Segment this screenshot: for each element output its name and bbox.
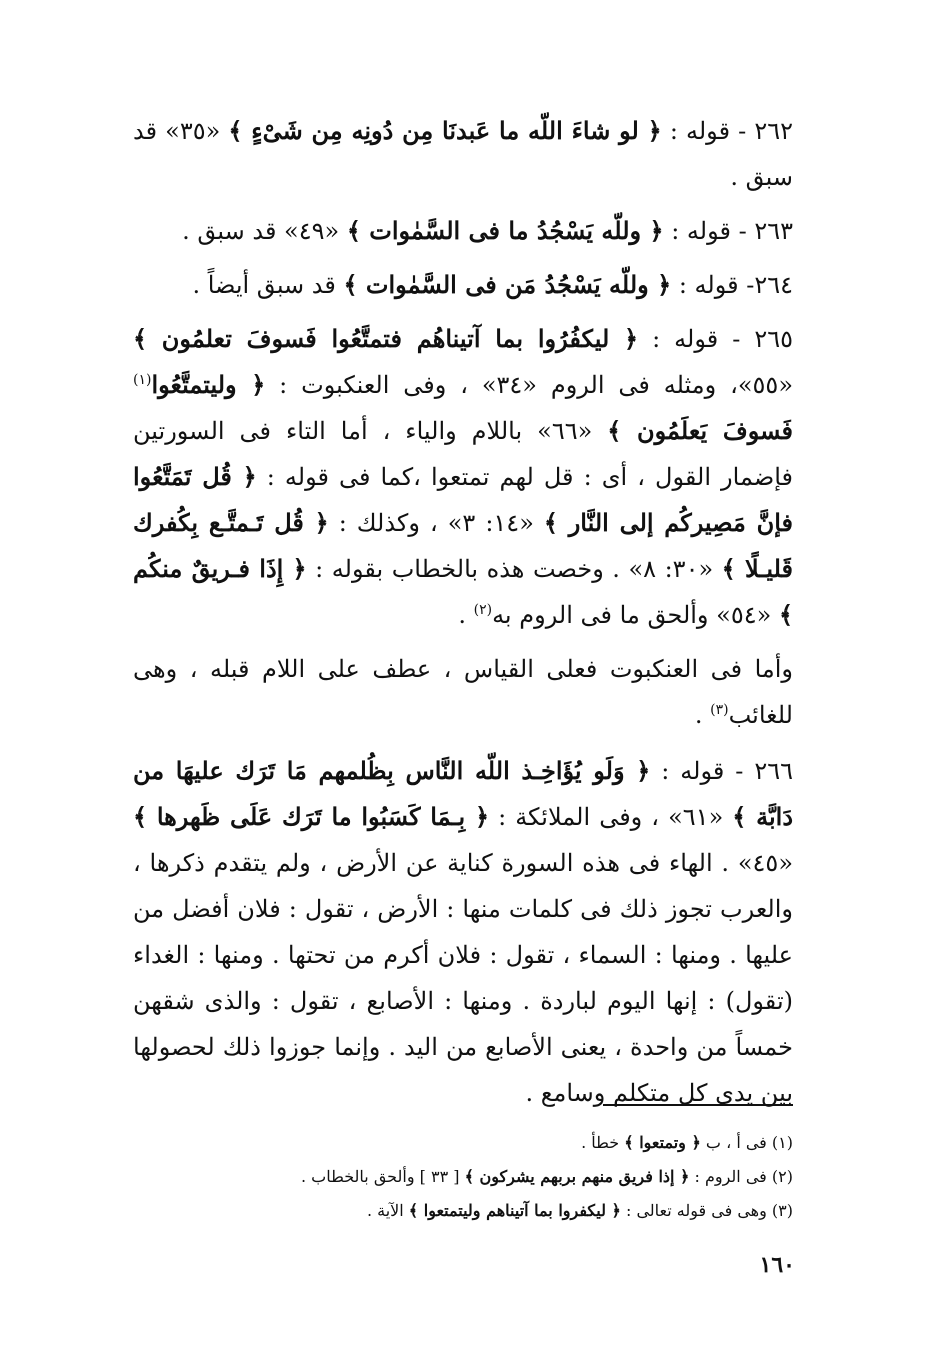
footnote-3 xyxy=(133,1194,793,1228)
footnote-ref: (١) xyxy=(133,372,152,388)
footnote-quote: ﴿ وتمتعوا ﴾ xyxy=(624,1133,701,1152)
text: «٣٥» قد سبق . xyxy=(133,117,793,191)
text: «٥٤» وألحق ما فى الروم به xyxy=(492,601,779,629)
text: «٣٠: ٨» . وخصت هذه بالخطاب بقوله : xyxy=(306,555,722,583)
quran-quote: ﴿ ليكفُرُوا بما آتيناهُم فتمتَّعُوا فَسوفَ تعلمُون ﴾ xyxy=(133,324,639,353)
footnote-quote: ﴿ ليكفروا بما آتيناهم وليتمتعوا ﴾ xyxy=(408,1201,621,1220)
entry-number: ٢٦٥ - قوله : xyxy=(638,325,793,353)
footnote-1 xyxy=(133,1126,793,1160)
page-number: ١٦٠ xyxy=(759,1252,795,1278)
quran-quote: ﴿ لو شاءَ اللّه ما عَبدنَا مِن دُونِه مِن شَىْءٍ ﴾ xyxy=(228,116,662,145)
paragraph-266 xyxy=(133,748,793,1116)
footnote-text: [ ٣٣ ] وألحق بالخطاب . xyxy=(300,1167,465,1186)
quran-quote: ﴿ إِذَا فـريقٌ منكُم ﴾ xyxy=(133,554,793,629)
quran-quote: ﴿ وليتمتَّعُوا xyxy=(151,370,266,399)
paragraph-263 xyxy=(133,208,793,254)
footnote-ref: (٢) xyxy=(473,602,493,618)
entry-number: ٢٦٦ - قوله : xyxy=(650,757,793,785)
text: «١٤: ٣» ، وكذلك : xyxy=(328,509,544,537)
quran-quote: ﴿ قُل تَمَتَّعُوا فإنَّ مَصِيركُم إلى النَّار ﴾ xyxy=(133,462,793,537)
quran-quote: ﴿ بِـمَا كَسَبُوا ما تَرَك عَلَى ظَهرها ﴾ xyxy=(133,802,490,831)
entry-number: ٢٦٢ - قوله : xyxy=(661,117,794,145)
footnote-divider xyxy=(603,1104,793,1106)
footnote-2 xyxy=(133,1160,793,1194)
text: . xyxy=(458,601,474,629)
quran-quote: ﴿ وللّه يَسْجُدُ مَن فى السَّمٰوات ﴾ xyxy=(343,270,672,299)
footnote-text: خطأ . xyxy=(581,1133,625,1152)
footnote-text: (١) فى أ ، ب xyxy=(700,1133,793,1152)
paragraph-265 xyxy=(133,316,793,638)
text: «٤٩» قد سبق . xyxy=(182,217,347,245)
quran-quote: فَسوفَ يَعلَمُون ﴾ xyxy=(607,416,793,445)
text: قد سبق أيضاً . xyxy=(192,271,344,299)
entry-number: ٢٦٣ - قوله : xyxy=(663,217,793,245)
quran-quote: ﴿ قُل تَـمتَّـع بِكُفرك قَليـلًا ﴾ xyxy=(133,508,794,583)
quran-quote: ﴿ وَلَو يُؤَاخِـذ اللّه النَّاس بِظُلمهم مَا تَرَك عليهَا من دَابَّة ﴾ xyxy=(133,756,794,831)
text: «٦٦» باللام والياء ، أما التاء فى السورتين فإضمار القول ، أى : قل لهم تمتعوا ،كما فى قوله : xyxy=(133,417,793,491)
text: «٦١» ، وفى الملائكة : xyxy=(489,803,733,831)
footnote-ref: (٣) xyxy=(710,702,729,718)
text: «٥٥»، ومثله فى الروم «٣٤» ، وفى العنكبوت : xyxy=(265,371,793,399)
text: «٤٥» . الهاء فى هذه السورة كناية عن الأرض ، ولم يتقدم ذكرها ، والعرب تجوز ذلك فى كلمات منها : الأرض ، تقول : فلان أفضل من عليها . ومنها : السماء ، تقول : فلان أكرم من تحتها . ومنها : الغداء (تقول) : إنها اليوم لباردة . ومنها : الأصابع ، تقول : والذى شقهن خمساً من واحدة ، يعنى الأصابع من اليد . وإنما جوزوا ذلك لحصولها بين يدى كل متكلم وسامع . xyxy=(133,849,793,1107)
main-text xyxy=(133,108,793,1124)
text: وأما فى العنكبوت فعلى القياس ، عطف على اللام قبله ، وهى للغائب xyxy=(133,655,793,729)
footnote-text: (٣) وهى فى قوله تعالى : xyxy=(620,1201,793,1220)
footnotes xyxy=(133,1126,793,1228)
footnote-text: (٢) فى الروم : xyxy=(689,1167,793,1186)
text: . xyxy=(694,701,711,729)
paragraph-264 xyxy=(133,262,793,308)
entry-number: ٢٦٤- قوله : xyxy=(671,271,793,299)
quran-quote: ﴿ وللّه يَسْجُدُ ما فى السَّمٰوات ﴾ xyxy=(346,216,664,245)
footnote-quote: ﴿ إذا فريق منهم بربهم يشركون ﴾ xyxy=(464,1167,690,1186)
footnote-text: الآية . xyxy=(366,1201,409,1220)
paragraph-262 xyxy=(133,108,793,200)
paragraph-ankabut xyxy=(133,646,793,738)
